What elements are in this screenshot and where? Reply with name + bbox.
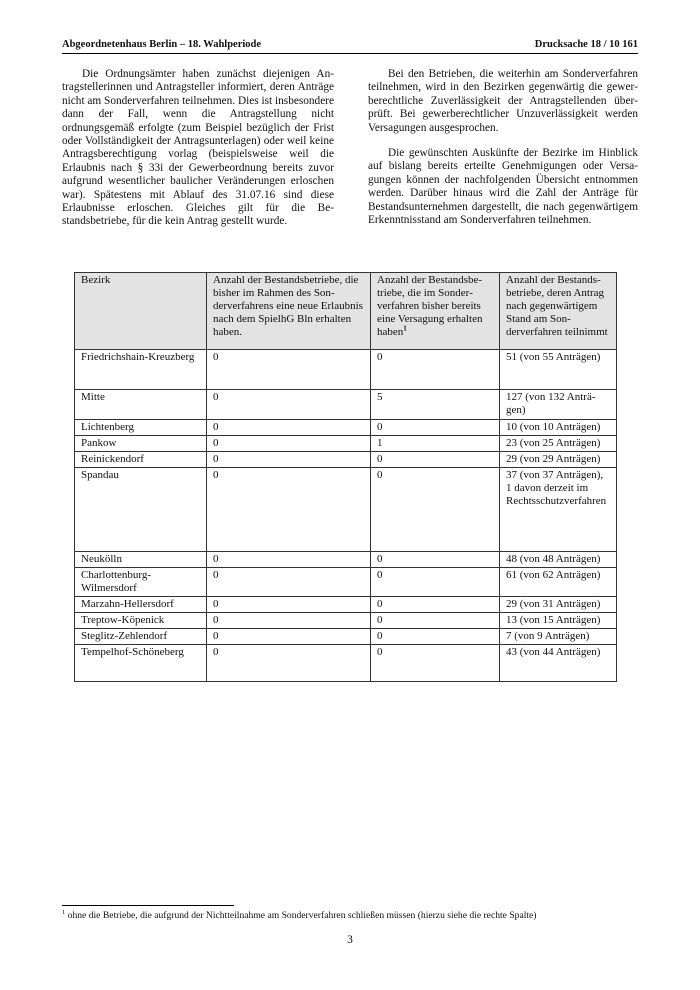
cell-teilnahme: 127 (von 132 Anträgen) <box>500 390 617 420</box>
cell-versagung: 0 <box>371 568 500 597</box>
cell-teilnahme: 29 (von 29 Anträgen) <box>500 452 617 468</box>
page-number: 3 <box>347 934 353 946</box>
footnote <box>62 910 642 922</box>
cell-versagung: 0 <box>371 452 500 468</box>
cell-versagung: 0 <box>371 420 500 436</box>
table-row <box>75 597 617 613</box>
cell-teilnahme: 29 (von 31 Anträgen) <box>500 597 617 613</box>
footnote-marker: 1 <box>403 324 407 333</box>
table-row <box>75 613 617 629</box>
cell-bezirk: Neukölln <box>75 552 207 568</box>
cell-neu: 0 <box>207 350 371 390</box>
cell-versagung: 0 <box>371 552 500 568</box>
left-column <box>62 68 334 241</box>
table-row <box>75 568 617 597</box>
cell-teilnahme: 37 (von 37 Anträgen), 1 davon derzeit im Rechtsschutzverfahren <box>500 468 617 552</box>
cell-neu: 0 <box>207 452 371 468</box>
cell-bezirk: Pankow <box>75 436 207 452</box>
header-versagung-text: Anzahl der Bestandsbetriebe, die im Sonderverfahren bisher bereits eine Versagung erhalten haben <box>377 274 483 338</box>
cell-teilnahme: 23 (von 25 Anträgen) <box>500 436 617 452</box>
footnote-divider <box>62 905 234 906</box>
table-row <box>75 629 617 645</box>
footnote-number: 1 <box>62 908 66 916</box>
cell-bezirk: Steglitz-Zehlendorf <box>75 629 207 645</box>
cell-teilnahme: 43 (von 44 Anträgen) <box>500 645 617 682</box>
table-row <box>75 436 617 452</box>
cell-bezirk: Friedrichshain-Kreuzberg <box>75 350 207 390</box>
header-neue-erlaubnis: Anzahl der Bestandsbetriebe, die bisher im Rahmen des Sonderverfahrens eine neue Erlaubnis nach dem SpielhG Bln erhalten haben. <box>207 273 371 350</box>
district-table <box>74 272 617 682</box>
cell-neu: 0 <box>207 645 371 682</box>
cell-teilnahme: 10 (von 10 Anträgen) <box>500 420 617 436</box>
table-row <box>75 552 617 568</box>
cell-bezirk: Mitte <box>75 390 207 420</box>
table-row <box>75 390 617 420</box>
table-header-row <box>75 273 617 350</box>
cell-teilnahme: 51 (von 55 Anträgen) <box>500 350 617 390</box>
cell-neu: 0 <box>207 390 371 420</box>
cell-neu: 0 <box>207 613 371 629</box>
page-header <box>62 39 638 54</box>
cell-versagung: 0 <box>371 613 500 629</box>
right-paragraph-1: Bei den Betrieben, die weiterhin am Sonderverfahren teilnehmen, wird in den Bezirken gegenwärtig die gewerberechtliche Zuverlässigkeit der Antragstellenden überprüft. Bei gewerberechtlicher Unzuverlässigkeit werden Versagungen ausgesprochen. <box>368 68 638 134</box>
table-row <box>75 350 617 390</box>
header-bezirk: Bezirk <box>75 273 207 350</box>
header-versagung <box>371 273 500 350</box>
right-paragraph-2: Die gewünschten Auskünfte der Bezirke im Hinblick auf bislang bereits erteilte Genehmigungen oder Versagungen können der nachfolgenden Übersicht entnommen werden. Darüber hinaus wird die Zahl der Anträge für Bestandsunternehmen dargestellt, die nach gegenwärtigem Erkenntnisstand am Sonderverfahren teilnehmen. <box>368 147 638 227</box>
cell-bezirk: Treptow-Köpenick <box>75 613 207 629</box>
left-paragraph: Die Ordnungsämter haben zunächst diejenigen Antragstellerinnen und Antragsteller informiert, deren Anträge nicht am Sonderverfahren teilnehmen. Dies ist insbesondere dann der Fall, wenn die Antragstellung nicht ordnungsgemäß erfolgte (zum Beispiel bezüglich der Frist oder Vollständigkeit der Antragsunterlagen) oder weil keine Antragsberechtigung vorlag (beispielsweise weil die Erlaubnis nach § 33i der Gewerbeordnung bereits zuvor aufgrund wesentlicher baulicher Veränderungen erloschen war). Spätestens mit Ablauf des 31.07.16 sind diese Erlaubnisse erloschen. Gleiches gilt für die Bestandsbetriebe, für die kein Antrag gestellt wurde. <box>62 68 334 228</box>
cell-neu: 0 <box>207 420 371 436</box>
cell-bezirk: Tempelhof-Schöneberg <box>75 645 207 682</box>
cell-neu: 0 <box>207 597 371 613</box>
cell-neu: 0 <box>207 629 371 645</box>
cell-versagung: 0 <box>371 597 500 613</box>
table-row <box>75 420 617 436</box>
cell-teilnahme: 48 (von 48 Anträgen) <box>500 552 617 568</box>
cell-versagung: 0 <box>371 645 500 682</box>
right-column <box>368 68 638 239</box>
header-title: Abgeordnetenhaus Berlin – 18. Wahlperiode <box>62 39 262 50</box>
table-row <box>75 452 617 468</box>
cell-bezirk: Reinickendorf <box>75 452 207 468</box>
cell-versagung: 0 <box>371 629 500 645</box>
cell-versagung: 1 <box>371 436 500 452</box>
header-document-number: Drucksache 18 / 10 161 <box>534 39 638 50</box>
cell-versagung: 0 <box>371 350 500 390</box>
cell-teilnahme: 7 (von 9 Anträgen) <box>500 629 617 645</box>
cell-bezirk: Spandau <box>75 468 207 552</box>
cell-neu: 0 <box>207 568 371 597</box>
cell-bezirk: Marzahn-Hellersdorf <box>75 597 207 613</box>
cell-bezirk: Charlottenburg-Wilmersdorf <box>75 568 207 597</box>
header-teilnahme: Anzahl der Bestandsbetriebe, deren Antrag nach gegenwärtigem Stand am Sonderverfahren teilnimmt <box>500 273 617 350</box>
cell-bezirk: Lichtenberg <box>75 420 207 436</box>
cell-versagung: 5 <box>371 390 500 420</box>
table-row <box>75 645 617 682</box>
cell-neu: 0 <box>207 552 371 568</box>
cell-teilnahme: 13 (von 15 Anträgen) <box>500 613 617 629</box>
footnote-text: ohne die Betriebe, die aufgrund der Nichtteilnahme am Sonderverfahren schließen müssen (hierzu siehe die rechte Spalte) <box>65 910 537 921</box>
cell-teilnahme: 61 (von 62 Anträgen) <box>500 568 617 597</box>
cell-neu: 0 <box>207 468 371 552</box>
table-row <box>75 468 617 552</box>
cell-neu: 0 <box>207 436 371 452</box>
cell-versagung: 0 <box>371 468 500 552</box>
